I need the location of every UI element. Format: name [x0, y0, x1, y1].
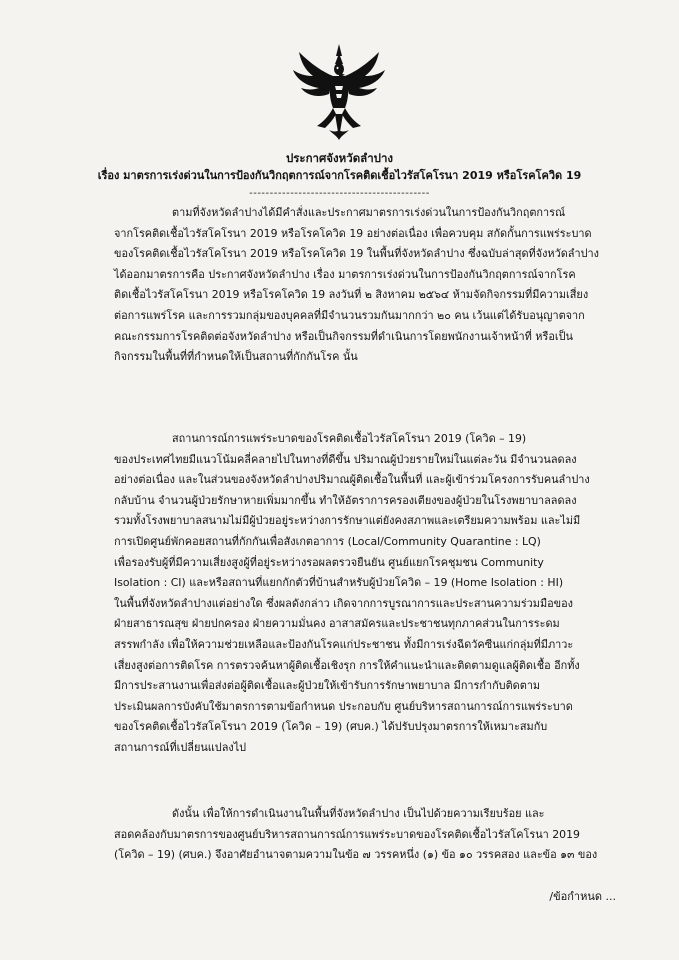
divider: --------------------------------------------: [249, 188, 430, 199]
text-line: ของโรคติดเชื้อไวรัสโคโรนา 2019 (โควิด – 19) (ศบค.) ได้ปรับปรุงมาตรการให้เหมาะสมกับ: [114, 720, 548, 734]
text-line: สถานการณ์ที่เปลี่ยนแปลงไป: [114, 740, 247, 754]
text-line: สรรพกำลัง เพื่อให้ความช่วยเหลือและป้องกันโรคแก่ประชาชน ทั้งมีการเร่งฉีดวัคซีนแก่กลุ่มที่มีภาวะ: [114, 637, 574, 651]
paragraph-1: [114, 203, 624, 368]
text-line: ดังนั้น เพื่อให้การดำเนินงานในพื้นที่จังหวัดลำปาง เป็นไปด้วยความเรียบร้อย และ: [172, 807, 545, 820]
text-line: ติดเชื้อไวรัสโคโรนา 2019 หรือโรคโควิด 19 ลงวันที่ ๒ สิงหาคม ๒๕๖๔ ห้ามจัดกิจกรรมที่มีความเสี่ยง: [114, 288, 589, 302]
page-title: ประกาศจังหวัดลำปาง: [285, 151, 394, 165]
text-line: เสี่ยงสูงต่อการติดโรค การตรวจค้นหาผู้ติดเชื้อเชิงรุก การให้คำแนะนำและติดตามดูแลผู้ติดเชื้อ อีกทั้ง: [114, 658, 580, 672]
text-line: คณะกรรมการโรคติดต่อจังหวัดลำปาง หรือเป็นกิจกรรมที่ดำเนินการโดยพนักงานเจ้าหน้าที่ หรือเป็น: [114, 329, 573, 343]
text-line: ของโรคติดเชื้อไวรัสโคโรนา 2019 หรือโรคโควิด 19 ในพื้นที่จังหวัดลำปาง ซึ่งฉบับล่าสุดที่จังหวัดลำปาง: [114, 247, 599, 261]
garuda-emblem-icon: [289, 42, 389, 142]
text-line: ฝ่ายสาธารณสุข ฝ่ายปกครอง ฝ่ายความมั่นคง อาสาสมัครและประชาชนทุกภาคส่วนในการระดม: [114, 617, 560, 631]
text-line: สอดคล้องกับมาตรการของศูนย์บริหารสถานการณ์การแพร่ระบาดของโรคติดเชื้อไวรัสโคโรนา 2019: [114, 827, 580, 841]
text-line: เพื่อรองรับผู้ที่มีความเสี่ยงสูงผู้ที่อยู่ระหว่างรอผลตรวจยืนยัน ศูนย์แยกโรคชุมชน Community: [114, 555, 544, 569]
text-line: กลับบ้าน จำนวนผู้ป่วยรักษาหายเพิ่มมากขึ้น ทำให้อัตราการครองเตียงของผู้ป่วยในโรงพยาบาลลดลง: [114, 493, 577, 507]
text-line: การเปิดศูนย์พักคอยสถานที่กักกันเพื่อสังเกตอาการ (Local/Community Quarantine : LQ): [114, 534, 541, 548]
text-line: อย่างต่อเนื่อง และในส่วนของจังหวัดลำปางปริมาณผู้ติดเชื้อในพื้นที่ และผู้เข้าร่วมโครงการรับคนลำปาง: [114, 473, 590, 487]
text-line: ในพื้นที่จังหวัดลำปางแต่อย่างใด ซึ่งผลดังกล่าว เกิดจากการบูรณาการและประสานความร่วมมือของ: [114, 596, 573, 610]
text-line: สถานการณ์การแพร่ระบาดของโรคติดเชื้อไวรัสโคโรนา 2019 (โควิด – 19): [172, 432, 527, 445]
continuation-marker: /ข้อกำหนด ...: [549, 890, 616, 903]
text-line: กิจกรรมในพื้นที่ที่กำหนดให้เป็นสถานที่กักกันโรค นั้น: [114, 350, 358, 364]
text-line: มีการประสานงานเพื่อส่งต่อผู้ติดเชื้อและผู้ป่วยให้เข้ารับการรักษาพยาบาล มีการกำกับติดตาม: [114, 679, 541, 693]
paragraph-3: [114, 804, 624, 866]
text-line: ประเมินผลการบังคับใช้มาตรการตามข้อกำหนด ประกอบกับ ศูนย์บริหารสถานการณ์การแพร่ระบาด: [114, 699, 573, 713]
paragraph-2: [114, 429, 624, 759]
text-line: ตามที่จังหวัดลำปางได้มีคำสั่งและประกาศมาตรการเร่งด่วนในการป้องกันวิกฤตการณ์: [172, 206, 566, 219]
text-line: จากโรคติดเชื้อไวรัสโคโรนา 2019 หรือโรคโควิด 19 อย่างต่อเนื่อง เพื่อควบคุม สกัดกั้นการแพร่ระบาด: [114, 226, 592, 240]
text-line: (โควิด – 19) (ศบค.) จึงอาศัยอำนาจตามความในข้อ ๗ วรรคหนึ่ง (๑) ข้อ ๑๐ วรรคสอง และข้อ ๑๓ ของ: [114, 848, 598, 862]
text-line: ของประเทศไทยมีแนวโน้มคลี่คลายไปในทางที่ดีขึ้น ปริมาณผู้ป่วยรายใหม่ในแต่ละวัน มีจำนวนลดลง: [114, 452, 577, 466]
text-line: รวมทั้งโรงพยาบาลสนามไม่มีผู้ป่วยอยู่ระหว่างการรักษาแต่ยังคงสภาพและเตรียมความพร้อม และไม่มี: [114, 514, 581, 528]
text-line: ต่อการแพร่โรค และการรวมกลุ่มของบุคคลที่มีจำนวนรวมกันมากกว่า ๒๐ คน เว้นแต่ได้รับอนุญาตจาก: [114, 308, 585, 322]
text-line: ได้ออกมาตรการคือ ประกาศจังหวัดลำปาง เรื่อง มาตรการเร่งด่วนในการป้องกันวิกฤตการณ์จากโรค: [114, 267, 576, 281]
subject-line: เรื่อง มาตรการเร่งด่วนในการป้องกันวิกฤตการณ์จากโรคติดเชื้อไวรัสโคโรนา 2019 หรือโรคโควิด 19: [97, 169, 582, 182]
text-line: Isolation : CI) และหรือสถานที่แยกกักตัวที่บ้านสำหรับผู้ป่วยโควิด – 19 (Home Isolation : HI): [114, 576, 564, 590]
